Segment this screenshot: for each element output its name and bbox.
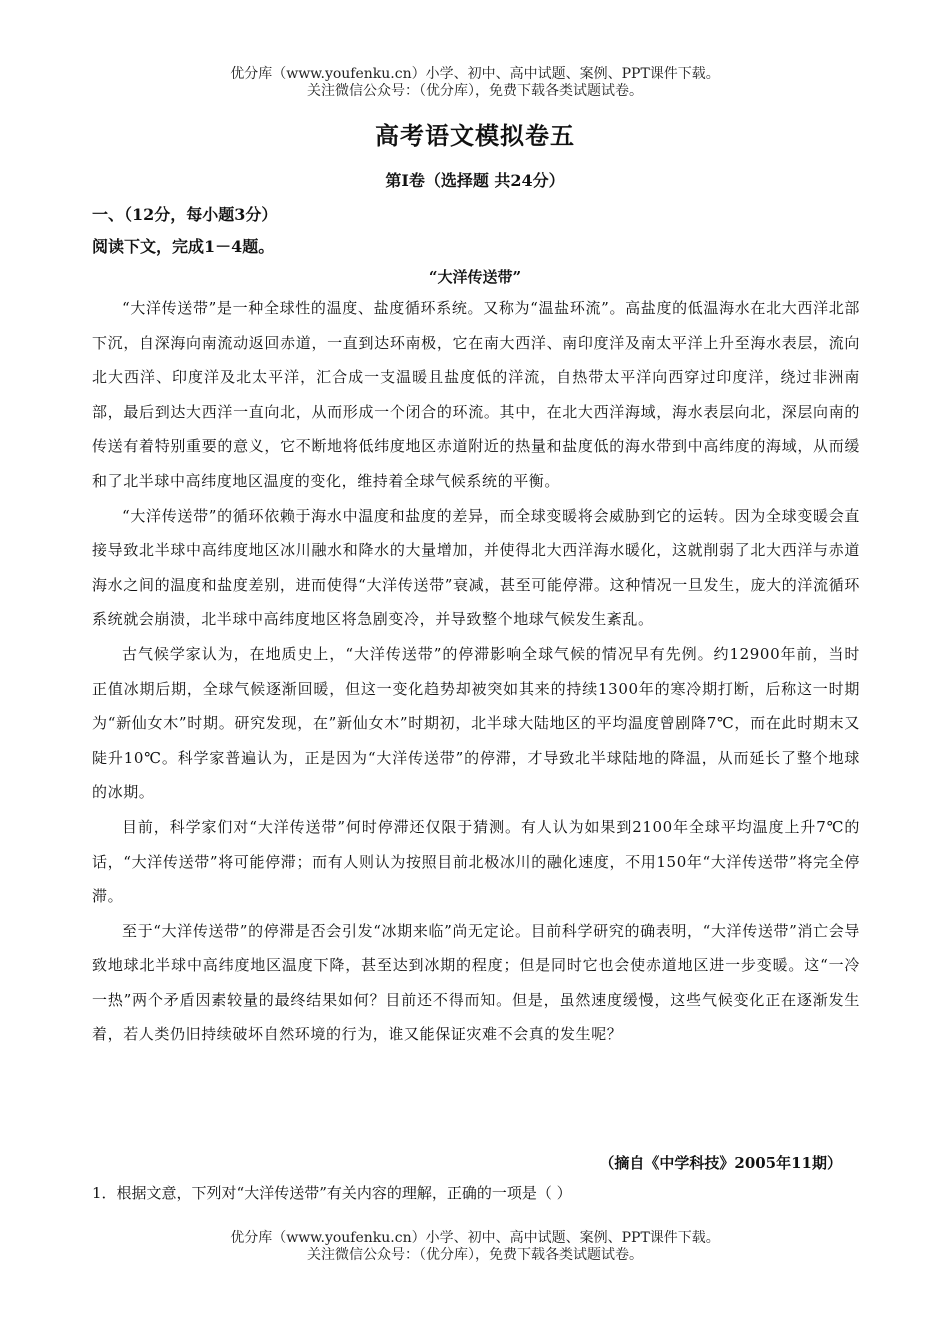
footer-line-2: 关注微信公众号：（优分库），免费下载各类试题试卷。 [307, 1247, 643, 1263]
article-paragraph-3: 古气候学家认为，在地质史上，“大洋传送带”的停滞影响全球气候的情况早有先例。约12900年前，当时正值冰期后期，全球气候逐渐回暖，但这一变化趋势却被突如其来的持续1300年的寒冷期打断，后称这一时期为“新仙女木”时期。研究发现，在”新仙女木”时期初，北半球大陆地区的平均温度曾剧降7℃，而在此时期末又陡升10℃。科学家普遍认为，正是因为“大洋传送带”的停滞，才导致北半球陆地的降温，从而延长了整个地球的冰期。 [92, 644, 860, 802]
page-footer [0, 1230, 950, 1264]
question-1: 1．根据文意，下列对“大洋传送带”有关内容的理解，正确的一项是（ ） [92, 1184, 572, 1202]
header-line-1: 优分库（www.youfenku.cn）小学、初中、高中试题、案例、PPT课件下载。 [230, 66, 720, 82]
header-line-2: 关注微信公众号：（优分库），免费下载各类试题试卷。 [307, 83, 643, 99]
article-source: （摘自《中学科技》2005年11期） [599, 1154, 842, 1172]
page-header [0, 66, 950, 100]
page-title: 高考语文模拟卷五 [375, 121, 575, 150]
section-heading: 一、（12分，每小题3分） [92, 205, 278, 224]
article-paragraph-1: “大洋传送带”是一种全球性的温度、盐度循环系统。又称为“温盐环流”。高盐度的低温海水在北大西洋北部下沉，自深海向南流动返回赤道，一直到达环南极，它在南大西洋、南印度洋及南太平洋上升至海水表层，流向北大西洋、印度洋及北太平洋，汇合成一支温暖且盐度低的洋流，自热带太平洋向西穿过印度洋，绕过非洲南部，最后到达大西洋一直向北，从而形成一个闭合的环流。其中，在北大西洋海域，海水表层向北，深层向南的传送有着特别重要的意义，它不断地将低纬度地区赤道附近的热量和盐度低的海水带到中高纬度的海域，从而缓和了北半球中高纬度地区温度的变化，维持着全球气候系统的平衡。 [92, 299, 860, 490]
footer-line-1: 优分库（www.youfenku.cn）小学、初中、高中试题、案例、PPT课件下载。 [230, 1230, 720, 1246]
article-body [92, 291, 860, 1052]
article-paragraph-4: 目前，科学家们对“大洋传送带”何时停滞还仅限于猜测。有人认为如果到2100年全球平均温度上升7℃的话，“大洋传送带”将可能停滞；而有人则认为按照目前北极冰川的融化速度，不用150年“大洋传送带”将完全停滞。 [92, 817, 860, 906]
article-title: “大洋传送带” [428, 268, 522, 286]
section-instruction: 阅读下文，完成1－4题。 [92, 237, 275, 256]
article-paragraph-5: 至于“大洋传送带”的停滞是否会引发“冰期来临”尚无定论。目前科学研究的确表明，“大洋传送带”消亡会导致地球北半球中高纬度地区温度下降，甚至达到冰期的程度；但是同时它也会使赤道地区进一步变暖。这“一冷一热”两个矛盾因素较量的最终结果如何？目前还不得而知。但是，虽然速度缓慢，这些气候变化正在逐渐发生着，若人类仍旧持续破坏自然环境的行为，谁又能保证灾难不会真的发生呢？ [92, 921, 860, 1044]
article-paragraph-2: “大洋传送带”的循环依赖于海水中温度和盐度的差异，而全球变暖将会威胁到它的运转。因为全球变暖会直接导致北半球中高纬度地区冰川融水和降水的大量增加，并使得北大西洋海水暖化，这就削弱了北大西洋与赤道海水之间的温度和盐度差别，进而使得“大洋传送带”衰减，甚至可能停滞。这种情况一旦发生，庞大的洋流循环系统就会崩溃，北半球中高纬度地区将急剧变冷，并导致整个地球气候发生紊乱。 [92, 506, 860, 629]
section-subtitle: 第Ⅰ卷（选择题 共24分） [385, 171, 565, 190]
